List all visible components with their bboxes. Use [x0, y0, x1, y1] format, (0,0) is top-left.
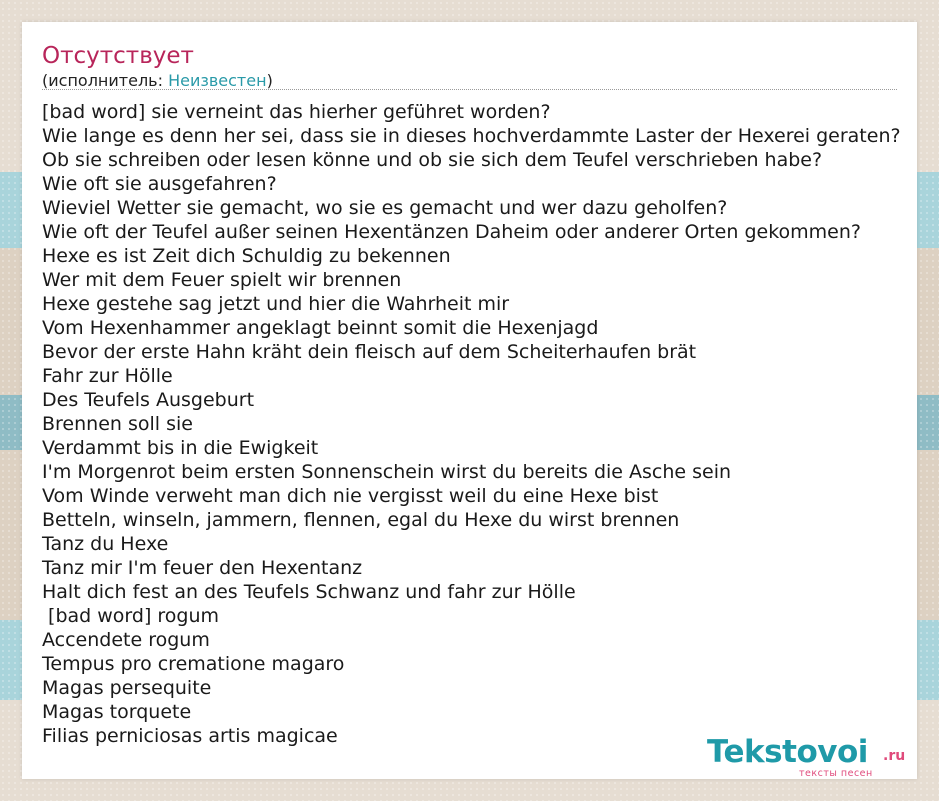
lyrics-line: Bevor der erste Hahn kräht dein fleisch auf dem Scheiterhaufen brät — [42, 341, 697, 363]
logo-wordmark: Tekstovoi — [707, 734, 868, 770]
logo-tagline: тексты песен — [799, 768, 873, 779]
lyrics-line: Hexe gestehe sag jetzt und hier die Wahrheit mir — [42, 293, 510, 315]
lyrics-line: Hexe es ist Zeit dich Schuldig zu bekennen — [42, 245, 451, 267]
lyrics-line: Brennen soll sie — [42, 413, 193, 435]
lyrics-card — [22, 22, 917, 779]
title-divider — [42, 89, 897, 90]
lyrics-line: Wie lange es denn her sei, dass sie in dieses hochverdammte Laster der Hexerei geraten? — [42, 125, 901, 147]
lyrics-line: Wie oft der Teufel außer seinen Hexentänzen Daheim oder anderer Orten gekommen? — [42, 221, 861, 243]
lyrics-line: Wie oft sie ausgefahren? — [42, 173, 277, 195]
logo-tld: .ru — [883, 748, 906, 764]
lyrics-line: Magas persequite — [42, 677, 212, 699]
lyrics-line: Filias perniciosas artis magicae — [42, 725, 338, 747]
lyrics-line: [bad word] rogum — [42, 605, 220, 627]
lyrics-line: Halt dich fest an des Teufels Schwanz und fahr zur Hölle — [42, 581, 576, 603]
lyrics-line: Tempus pro crematione magaro — [42, 653, 345, 675]
lyrics-line: Vom Hexenhammer angeklagt beinnt somit die Hexenjagd — [42, 317, 599, 339]
lyrics-line: Betteln, winseln, jammern, flennen, egal du Hexe du wirst brennen — [42, 509, 680, 531]
lyrics-line: Des Teufels Ausgeburt — [42, 389, 255, 411]
lyrics-line: I'm Morgenrot beim ersten Sonnenschein wirst du bereits die Asche sein — [42, 461, 732, 483]
song-title: Отсутствует — [42, 43, 194, 69]
site-logo[interactable] — [707, 735, 912, 779]
lyrics-text — [42, 100, 917, 748]
lyrics-line: Wieviel Wetter sie gemacht, wo sie es gemacht und wer dazu geholfen? — [42, 197, 728, 219]
artist-suffix: ) — [266, 71, 273, 90]
artist-prefix: (исполнитель: — [42, 71, 169, 90]
lyrics-line: [bad word] sie verneint das hierher geführet worden? — [42, 101, 551, 123]
lyrics-line: Fahr zur Hölle — [42, 365, 173, 387]
lyrics-line: Accendete rogum — [42, 629, 210, 651]
lyrics-line: Verdammt bis in die Ewigkeit — [42, 437, 319, 459]
lyrics-line: Vom Winde verweht man dich nie vergisst weil du eine Hexe bist — [42, 485, 659, 507]
artist-link[interactable]: Неизвестен — [168, 71, 267, 90]
lyrics-line: Tanz du Hexe — [42, 533, 169, 555]
lyrics-line: Wer mit dem Feuer spielt wir brennen — [42, 269, 402, 291]
lyrics-line: Ob sie schreiben oder lesen könne und ob sie sich dem Teufel verschrieben habe? — [42, 149, 823, 171]
artist-line — [42, 71, 273, 91]
lyrics-line: Magas torquete — [42, 701, 192, 723]
lyrics-line: Tanz mir I'm feuer den Hexentanz — [42, 557, 363, 579]
